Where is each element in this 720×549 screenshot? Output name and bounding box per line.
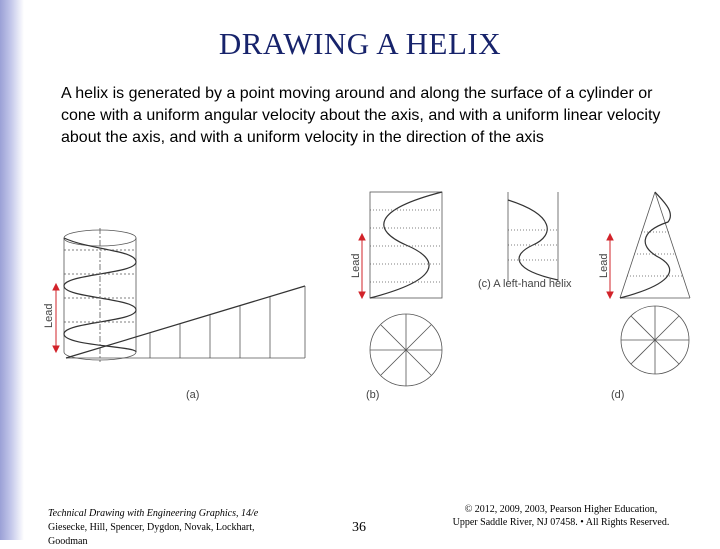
lead-label-a: Lead: [43, 303, 55, 328]
figure-a-label: (a): [186, 389, 200, 401]
footer-copyright: [416, 503, 706, 529]
lead-label-b: Lead: [350, 253, 362, 278]
copyright-line-1: © 2012, 2009, 2003, Pearson Higher Education,: [464, 504, 658, 515]
lead-label-d: Lead: [598, 253, 610, 278]
slide-body-text: A helix is generated by a point moving around and along the surface of a cylinder or cone with a uniform angular velocity about the axis, and with a uniform linear velocity about the axis, and with a uniform velocity in the direction of the axis: [61, 85, 661, 146]
figure-d: [620, 192, 690, 374]
figure-b-label: (b): [366, 389, 380, 401]
figure-b: [370, 192, 442, 386]
figure-c-label: (c) A left-hand helix: [478, 278, 572, 290]
page-number: 36: [352, 520, 366, 535]
footer-authors: Giesecke, Hill, Spencer, Dygdon, Novak, Lockhart, Goodman: [48, 522, 255, 547]
figure-d-label: (d): [611, 389, 625, 401]
figure-a: [64, 228, 305, 362]
footer-book-credit: [48, 507, 288, 547]
copyright-line-2: Upper Saddle River, NJ 07458. • All Rights Reserved.: [452, 517, 670, 528]
slide-title: DRAWING A HELIX: [218, 26, 502, 61]
footer-book-title: Technical Drawing with Engineering Graphics, 14/e: [48, 508, 259, 519]
figure-c: [508, 192, 558, 282]
